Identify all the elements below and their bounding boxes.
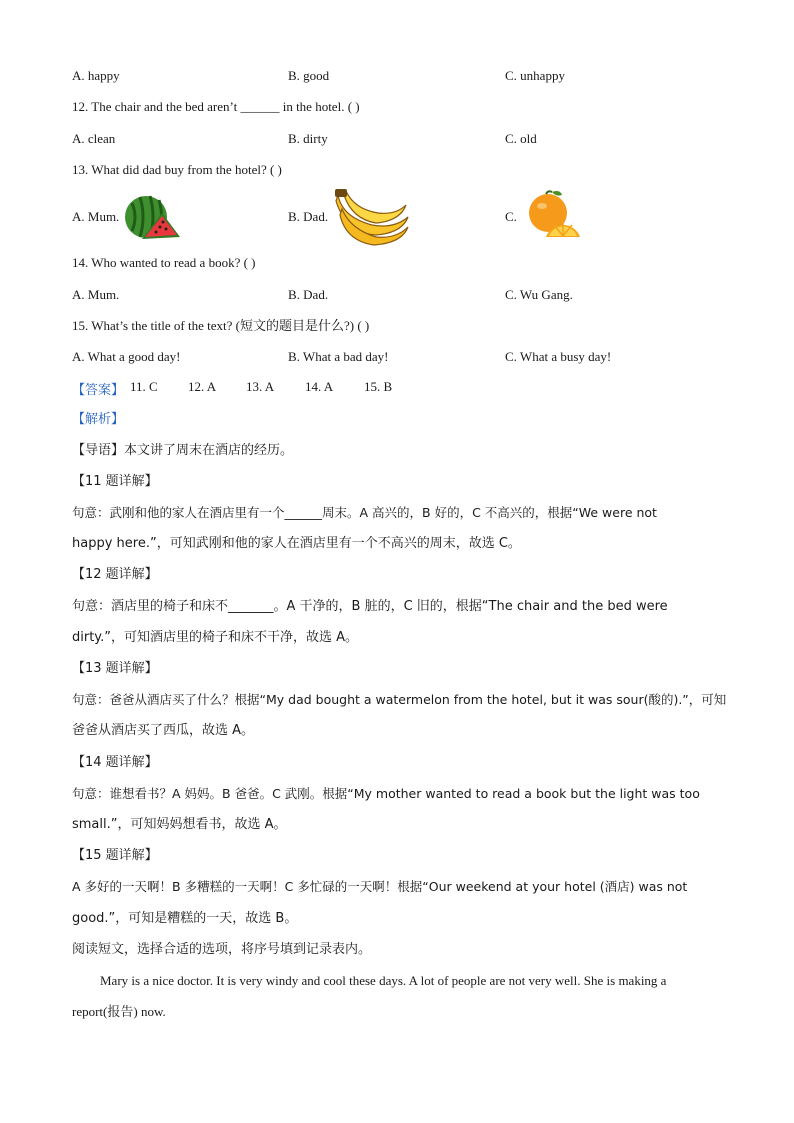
guide-text: 【导语】本文讲了周末在酒店的经历。	[72, 443, 294, 458]
q14-option-c: C. Wu Gang.	[505, 287, 573, 302]
q15-option-c: C. What a busy day!	[505, 349, 612, 364]
q15-question: 15. What’s the title of the text? (短文的题目是什么?) ( )	[72, 318, 370, 333]
q13-option-b: B. Dad.	[288, 209, 329, 224]
q12-option-c: C. old	[505, 131, 537, 146]
detail-15-title: 【15 题详解】	[72, 848, 158, 863]
detail-14-title: 【14 题详解】	[72, 755, 158, 770]
q14-option-a: A. Mum.	[72, 287, 120, 302]
q13-question: 13. What did dad buy from the hotel? ( )	[72, 162, 282, 177]
passage-line: report(报告) now.	[72, 1004, 166, 1019]
detail-14-line2: small.”，可知妈妈想看书，故选 A。	[72, 817, 287, 832]
q12-option-b: B. dirty	[288, 131, 328, 146]
detail-12-title: 【12 题详解】	[72, 567, 158, 582]
watermelon-icon	[122, 191, 182, 243]
detail-13-title: 【13 题详解】	[72, 661, 158, 676]
detail-15-line2: good.”，可知是糟糕的一天，故选 B。	[72, 911, 298, 926]
detail-13-line1: 句意：爸爸从酒店买了什么？根据“My dad bought a watermelon from the hotel, but it was sour(酸的).”，可知	[72, 692, 727, 707]
answer-item: 13. A	[246, 379, 275, 394]
passage-line: Mary is a nice doctor. It is very windy and cool these days. A lot of people are not very well. She is making a	[100, 973, 667, 988]
detail-15-line1: A 多好的一天啊！B 多糟糕的一天啊！C 多忙碌的一天啊！根据“Our weekend at your hotel (酒店) was not	[72, 879, 688, 894]
q11-option-a: A. happy	[72, 68, 120, 83]
q11-option-b: B. good	[288, 68, 330, 83]
answer-item: 14. A	[305, 379, 334, 394]
answer-label: 【答案】	[72, 383, 125, 398]
analysis-label: 【解析】	[72, 412, 125, 427]
reading-instruction: 阅读短文，选择合适的选项，将序号填到记录表内。	[72, 942, 372, 957]
q12-question: 12. The chair and the bed aren’t ______ in the hotel. ( )	[72, 99, 360, 114]
detail-11-title: 【11 题详解】	[72, 474, 158, 489]
detail-13-line2: 爸爸从酒店买了西瓜，故选 A。	[72, 723, 255, 738]
q14-question: 14. Who wanted to read a book? ( )	[72, 255, 256, 270]
detail-14-line1: 句意：谁想看书？A 妈妈。B 爸爸。C 武刚。根据“My mother wanted to read a book but the light was too	[72, 786, 700, 801]
answer-item: 11. C	[130, 379, 158, 394]
banana-icon	[332, 187, 412, 247]
q14-option-b: B. Dad.	[288, 287, 329, 302]
detail-11-line2: happy here.”，可知武刚和他的家人在酒店里有一个不高兴的周末，故选 C。	[72, 536, 521, 551]
answer-item: 12. A	[188, 379, 217, 394]
q15-option-b: B. What a bad day!	[288, 349, 389, 364]
q13-option-c: C.	[505, 209, 517, 224]
detail-11-line1: 句意：武刚和他的家人在酒店里有一个______周末。A 高兴的，B 好的，C 不高兴的，根据“We were not	[72, 505, 657, 520]
answer-item: 15. B	[364, 379, 393, 394]
q13-option-a: A. Mum.	[72, 209, 120, 224]
detail-12-line1: 句意：酒店里的椅子和床不_______。A 干净的，B 脏的，C 旧的，根据“The chair and the bed were	[72, 599, 668, 614]
q11-option-c: C. unhappy	[505, 68, 565, 83]
detail-12-line2: dirty.”，可知酒店里的椅子和床不干净，故选 A。	[72, 630, 359, 645]
q12-option-a: A. clean	[72, 131, 116, 146]
q15-option-a: A. What a good day!	[72, 349, 181, 364]
orange-icon	[524, 189, 584, 247]
